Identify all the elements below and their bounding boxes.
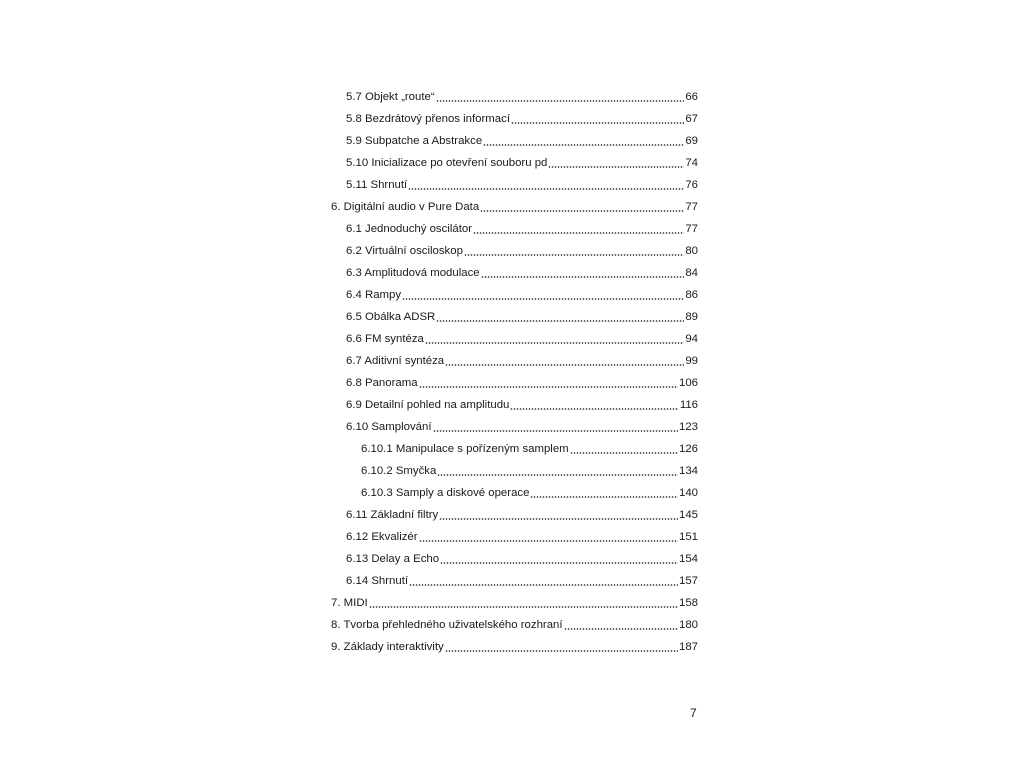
- toc-leader-dots: [564, 628, 678, 630]
- toc-entry-title: 6.2 Virtuální osciloskop: [346, 245, 463, 257]
- toc-entry-page: 77: [685, 201, 698, 213]
- toc-leader-dots: [511, 122, 684, 124]
- toc-leader-dots: [440, 562, 678, 564]
- toc-entry-page: 76: [685, 179, 698, 191]
- toc-entry-page: 180: [678, 619, 698, 631]
- toc-entry-page: 187: [678, 641, 698, 653]
- toc-leader-dots: [445, 650, 678, 652]
- toc-entry-title: 6.9 Detailní pohled na amplitudu: [346, 399, 510, 411]
- toc-entry-title: 6.8 Panorama: [346, 377, 418, 389]
- toc-entry-title: 6.3 Amplitudová modulace: [346, 267, 480, 279]
- toc-entry-page: 157: [678, 575, 698, 587]
- toc-entry-title: 5.9 Subpatche a Abstrakce: [346, 135, 483, 147]
- toc-entry-page: 123: [678, 421, 698, 433]
- toc-leader-dots: [437, 474, 678, 476]
- toc-entry: [346, 507, 698, 523]
- toc-entry-title: 6. Digitální audio v Pure Data: [331, 201, 480, 213]
- toc-entry: [346, 243, 698, 259]
- toc-entry: [361, 441, 698, 457]
- toc-entry: [331, 639, 698, 655]
- toc-entry-title: 6.10.1 Manipulace s pořízeným samplem: [361, 443, 569, 455]
- toc-entry-title: 7. MIDI: [331, 597, 368, 609]
- toc-leader-dots: [548, 166, 684, 168]
- toc-entry: [346, 133, 698, 149]
- toc-leader-dots: [409, 584, 678, 586]
- toc-entry-title: 5.8 Bezdrátový přenos informací: [346, 113, 510, 125]
- toc-leader-dots: [408, 188, 684, 190]
- toc-entry-page: 94: [685, 333, 698, 345]
- toc-leader-dots: [530, 496, 678, 498]
- toc-entry: [346, 419, 698, 435]
- toc-leader-dots: [464, 254, 684, 256]
- toc-leader-dots: [425, 342, 684, 344]
- toc-entry: [346, 551, 698, 567]
- toc-leader-dots: [436, 100, 685, 102]
- toc-entry-title: 5.11 Shrnutí: [346, 179, 408, 191]
- toc-leader-dots: [445, 364, 684, 366]
- toc-entry-page: 84: [685, 267, 698, 279]
- toc-entry-title: 6.1 Jednoduchý oscilátor: [346, 223, 473, 235]
- toc-leader-dots: [483, 144, 684, 146]
- toc-entry-title: 6.11 Základní filtry: [346, 509, 439, 521]
- toc-entry-title: 5.10 Inicializace po otevření souboru pd: [346, 157, 548, 169]
- toc-entry-page: 145: [678, 509, 698, 521]
- toc-entry-title: 6.6 FM syntéza: [346, 333, 424, 345]
- toc-entry-page: 74: [685, 157, 698, 169]
- toc-entry: [346, 221, 698, 237]
- toc-entry-page: 99: [685, 355, 698, 367]
- toc-entry: [346, 287, 698, 303]
- toc-entry-title: 8. Tvorba přehledného uživatelského rozhraní: [331, 619, 563, 631]
- toc-leader-dots: [419, 540, 678, 542]
- toc-entry-title: 6.5 Obálka ADSR: [346, 311, 436, 323]
- toc-entry-page: 140: [678, 487, 698, 499]
- toc-entry: [361, 463, 698, 479]
- toc-entry: [346, 177, 698, 193]
- toc-leader-dots: [473, 232, 684, 234]
- toc-entry: [346, 573, 698, 589]
- toc-entry-title: 6.13 Delay a Echo: [346, 553, 440, 565]
- toc-entry: [331, 199, 698, 215]
- toc-leader-dots: [570, 452, 678, 454]
- toc-entry: [346, 375, 698, 391]
- toc-entry-page: 80: [685, 245, 698, 257]
- toc-entry-title: 6.7 Aditivní syntéza: [346, 355, 445, 367]
- toc-entry-page: 134: [678, 465, 698, 477]
- toc-entry-page: 77: [685, 223, 698, 235]
- toc-entry: [346, 155, 698, 171]
- toc-entry: [346, 111, 698, 127]
- toc-leader-dots: [419, 386, 678, 388]
- toc-entry-page: 151: [678, 531, 698, 543]
- toc-leader-dots: [433, 430, 678, 432]
- toc-entry: [346, 397, 698, 413]
- toc-entry-page: 158: [678, 597, 698, 609]
- toc-leader-dots: [369, 606, 678, 608]
- toc-leader-dots: [402, 298, 684, 300]
- toc-entry: [346, 529, 698, 545]
- toc-leader-dots: [439, 518, 678, 520]
- toc-entry: [346, 353, 698, 369]
- page-number: 7: [690, 706, 697, 720]
- toc-entry: [361, 485, 698, 501]
- toc-entry: [346, 331, 698, 347]
- toc-entry-title: 6.14 Shrnutí: [346, 575, 409, 587]
- toc-entry-page: 154: [678, 553, 698, 565]
- toc-leader-dots: [480, 210, 684, 212]
- toc-leader-dots: [510, 408, 678, 410]
- toc-entry-title: 6.10.3 Samply a diskové operace: [361, 487, 530, 499]
- toc-entry-page: 89: [685, 311, 698, 323]
- toc-entry-title: 5.7 Objekt „route“: [346, 91, 435, 103]
- toc-entry: [331, 595, 698, 611]
- toc-entry: [346, 309, 698, 325]
- toc-leader-dots: [481, 276, 685, 278]
- toc-entry-page: 126: [678, 443, 698, 455]
- toc-entry-title: 6.12 Ekvalizér: [346, 531, 418, 543]
- toc-entry-title: 6.10.2 Smyčka: [361, 465, 437, 477]
- toc-entry: [331, 617, 698, 633]
- toc-entry-page: 106: [678, 377, 698, 389]
- toc-entry: [346, 89, 698, 105]
- toc-entry: [346, 265, 698, 281]
- toc-entry-page: 67: [685, 113, 698, 125]
- toc-entry-title: 6.4 Rampy: [346, 289, 402, 301]
- toc-entry-title: 9. Základy interaktivity: [331, 641, 444, 653]
- toc-leader-dots: [436, 320, 684, 322]
- toc-entry-page: 66: [685, 91, 698, 103]
- toc-entry-page: 86: [685, 289, 698, 301]
- toc-entry-title: 6.10 Samplování: [346, 421, 432, 433]
- toc-entry-page: 116: [679, 399, 698, 411]
- toc-entry-page: 69: [685, 135, 698, 147]
